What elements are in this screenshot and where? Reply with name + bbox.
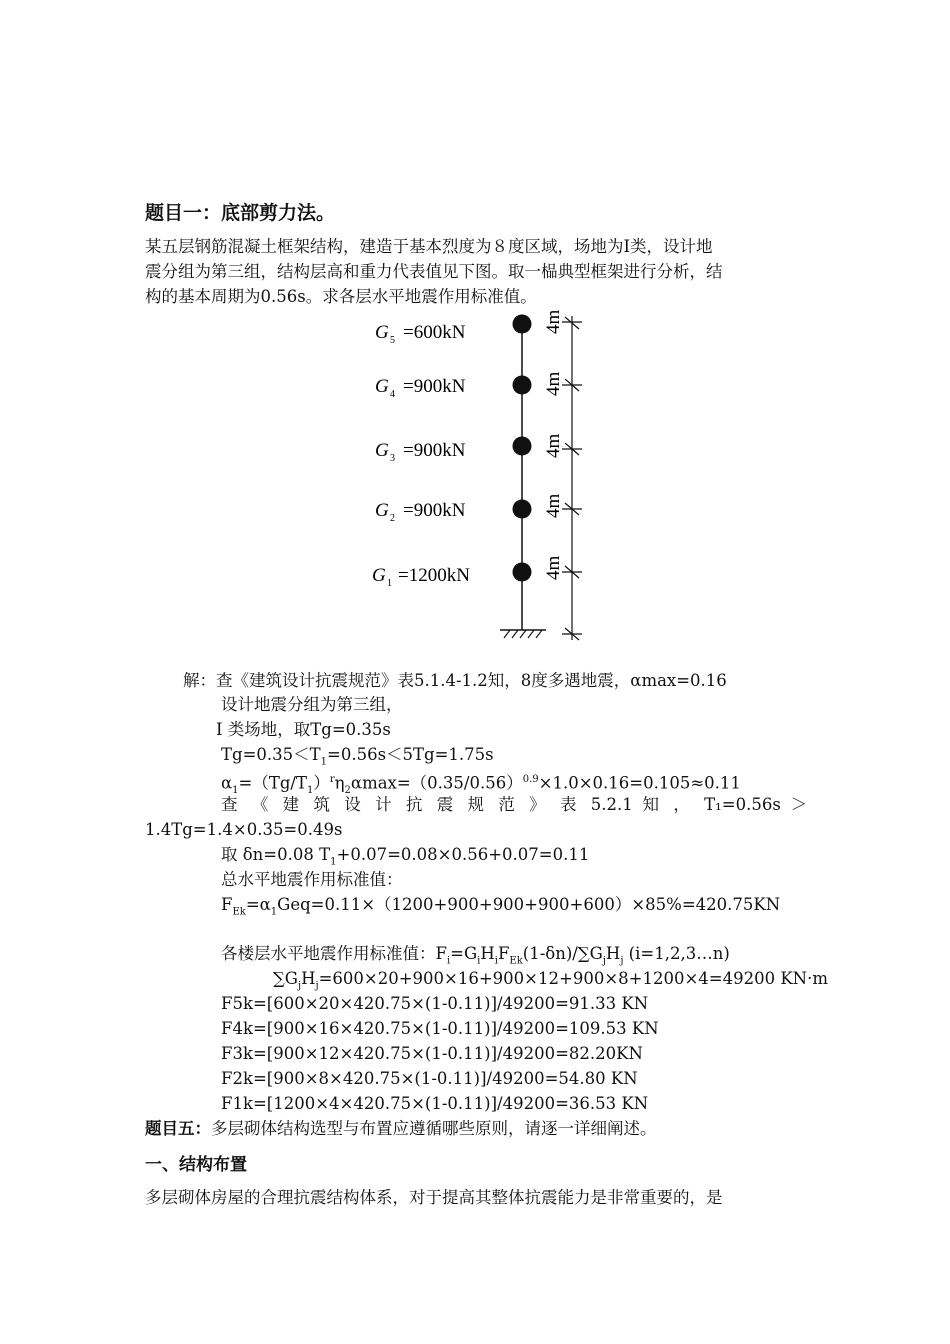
- subscript: i: [477, 955, 481, 967]
- question-5-label: 题目五：: [145, 1119, 211, 1138]
- text-run: =G: [450, 944, 478, 963]
- storey-height: 4m: [543, 309, 564, 334]
- text-run: F: [497, 944, 510, 963]
- subscript: i: [494, 955, 498, 967]
- subscript: Ek: [232, 906, 246, 918]
- frame-diagram: [360, 308, 600, 648]
- floor-label-g: G: [372, 565, 386, 586]
- text-run: Geq=0.11×（1200+900+900+900+600）×85%=420.75KN: [277, 895, 781, 914]
- problem-line-1: 某五层钢筋混凝土框架结构，建造于基本烈度为８度区域，场地为Ⅰ类，设计地: [145, 237, 713, 256]
- storey-height: 4m: [543, 371, 564, 396]
- word: 筑: [313, 795, 335, 814]
- floor-label-g: G: [375, 500, 389, 521]
- subscript: j: [315, 980, 319, 992]
- solution-line-1: 解：查《建筑设计抗震规范》表5.1.4-1.2知，8度多遇地震，αmax=0.16: [183, 671, 727, 690]
- text-run: =（Tg/T: [238, 773, 307, 793]
- floor-load: =900kN: [403, 376, 466, 397]
- word: 建: [282, 795, 304, 814]
- text-run: =α: [245, 895, 271, 914]
- text-run: ）: [313, 773, 330, 793]
- superscript: r: [329, 774, 335, 785]
- subscript: 1: [330, 856, 337, 868]
- mass-node-g2: [513, 500, 532, 519]
- word: 抗: [405, 795, 427, 814]
- solution-line-2: 设计地震分组为第三组，: [221, 695, 403, 714]
- solution-line-10: [221, 894, 780, 923]
- storey-height: 4m: [543, 433, 564, 458]
- solution-line-9: 总水平地震作用标准值：: [221, 870, 403, 889]
- subscript: j: [297, 980, 302, 992]
- word: ，: [673, 795, 695, 814]
- floor-label-sub: 1: [387, 578, 392, 589]
- storey-height: 4m: [543, 493, 564, 518]
- floor-label-g: G: [375, 440, 389, 461]
- word: 范: [498, 795, 520, 814]
- word: 知: [642, 795, 664, 814]
- text-run: η: [334, 773, 345, 793]
- problem-line-2: 震分组为第三组，结构层高和重力代表值见下图。取一榀典型框架进行分析，结: [145, 262, 723, 281]
- subscript: 2: [344, 784, 351, 796]
- subscript: 1: [270, 906, 278, 918]
- word: 《: [251, 795, 273, 814]
- force-line-f1k: F1k=[1200×4×420.75×(1-0.11)]/49200=36.53 KN: [221, 1094, 649, 1113]
- subheading-structure-layout: 一、结构布置: [145, 1155, 247, 1175]
- force-line-f3k: F3k=[900×12×420.75×(1-0.11)]/49200=82.20KN: [221, 1044, 643, 1063]
- section-heading-1: 题目一：底部剪力法。: [145, 202, 336, 224]
- floor-load: =600kN: [403, 322, 466, 343]
- text-run: 取 δn=0.08 T: [221, 845, 331, 864]
- subscript: 1: [320, 756, 328, 768]
- floor-load: =900kN: [403, 500, 466, 521]
- force-line-f2k: F2k=[900×8×420.75×(1-0.11)]/49200=54.80 KN: [221, 1069, 638, 1088]
- text-run: =600×20+900×16+900×12+900×8+1200×4=49200 KN·m: [318, 969, 828, 988]
- floor-label-sub: 5: [390, 335, 395, 346]
- subscript: j: [620, 955, 624, 967]
- storey-height: 4m: [543, 555, 564, 580]
- text-run: +0.07=0.08×0.56+0.07=0.11: [336, 845, 590, 864]
- mass-node-g3: [513, 437, 532, 456]
- superscript: 0.9: [522, 774, 539, 785]
- subscript: 1: [307, 784, 314, 796]
- text-run: Tg=0.35＜T: [221, 745, 321, 764]
- word: 震: [436, 795, 458, 814]
- problem-line-3: 构的基本周期为0.56s。求各层水平地震作用标准值。: [145, 287, 537, 306]
- word: 5.2.1: [590, 795, 633, 814]
- subscript: j: [602, 955, 606, 967]
- text-run: H: [301, 969, 316, 988]
- subscript: i: [446, 955, 451, 967]
- solution-line-6: [221, 794, 807, 816]
- force-line-f4k: F4k=[900×16×420.75×(1-0.11)]/49200=109.53 KN: [221, 1019, 659, 1038]
- text-run: (1-δn)/∑G: [522, 944, 603, 963]
- floor-label-sub: 4: [390, 389, 395, 400]
- word: 》: [529, 795, 551, 814]
- text-run: α: [221, 773, 233, 793]
- question-5: [145, 1118, 657, 1140]
- word: 计: [375, 795, 397, 814]
- word: 设: [344, 795, 366, 814]
- word: 表: [559, 795, 581, 814]
- subscript: Ek: [509, 955, 523, 967]
- text-run: αmax=（0.35/0.56）: [350, 773, 523, 793]
- mass-node-g5: [513, 315, 532, 334]
- text-run: ∑G: [273, 969, 298, 988]
- text-run: (i=1,2,3…n): [623, 944, 730, 963]
- solution-line-7: 1.4Tg=1.4×0.35=0.49s: [145, 820, 343, 839]
- word: T₁=0.56s: [704, 795, 781, 814]
- subscript: 1: [232, 784, 239, 796]
- floor-load: =900kN: [403, 440, 466, 461]
- text-run: F: [221, 895, 233, 914]
- question-5-text: 多层砌体结构选型与布置应遵循哪些原则，请逐一详细阐述。: [211, 1119, 657, 1138]
- floor-label-g: G: [375, 322, 389, 343]
- solution-line-3: Ⅰ 类场地，取Tg=0.35s: [216, 720, 391, 739]
- text-run: ×1.0×0.16=0.105≈0.11: [538, 773, 741, 793]
- floor-label-sub: 2: [390, 513, 395, 524]
- text-run: H: [480, 944, 495, 963]
- word: ＞: [790, 795, 808, 814]
- text-run: =0.56s＜5Tg=1.75s: [327, 745, 494, 764]
- force-line-f5k: F5k=[600×20×420.75×(1-0.11)]/49200=91.33 KN: [221, 994, 649, 1013]
- floor-label-g: G: [375, 376, 389, 397]
- paragraph-line: 多层砌体房屋的合理抗震结构体系，对于提高其整体抗震能力是非常重要的，是: [145, 1188, 723, 1207]
- text-run: 各楼层水平地震作用标准值：F: [221, 944, 447, 963]
- word: 规: [467, 795, 489, 814]
- floor-load: =1200kN: [398, 565, 470, 586]
- mass-node-g1: [513, 563, 532, 582]
- word: 查: [221, 795, 243, 814]
- mass-node-g4: [513, 376, 532, 395]
- floor-label-sub: 3: [390, 453, 395, 464]
- text-run: H: [605, 944, 621, 963]
